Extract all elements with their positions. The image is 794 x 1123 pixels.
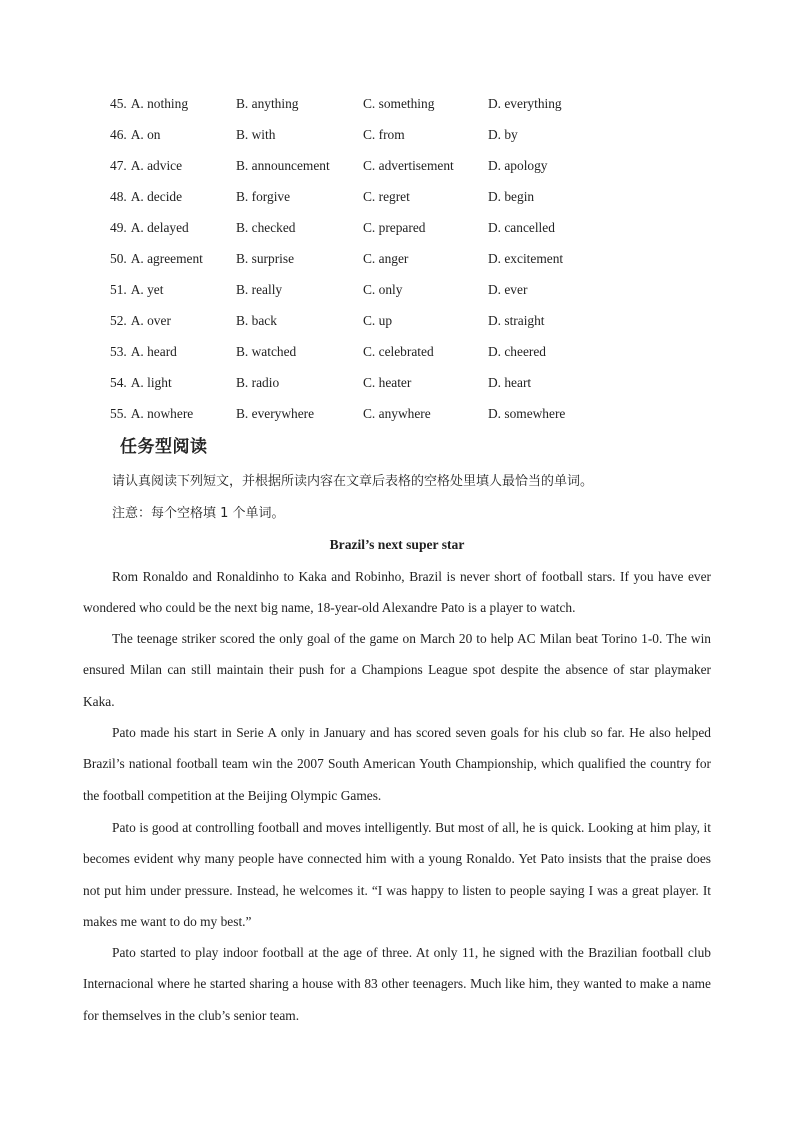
option-a: A. light — [130, 375, 172, 391]
option-b: B. forgive — [236, 188, 291, 204]
article-paragraph: The teenage striker scored the only goal of the game on March 20 to help AC Milan beat Torino 1-0. The win ensured Milan can still maintain their push for a Champions League spot despite the absence of star playmaker Kaka. — [83, 631, 711, 709]
question-row — [110, 306, 608, 337]
question-number: 49. — [110, 219, 127, 235]
question-number: 52. — [110, 313, 127, 329]
option-a-cell — [110, 127, 236, 143]
question-number: 55. — [110, 406, 127, 422]
option-b: B. really — [236, 282, 283, 298]
option-c: C. from — [363, 126, 405, 142]
option-b: B. with — [236, 126, 276, 142]
section-title: 任务型阅读 — [120, 437, 208, 457]
option-c: C. up — [363, 313, 393, 329]
option-c: C. only — [363, 282, 403, 298]
option-d: D. begin — [488, 188, 535, 204]
question-row — [110, 181, 608, 212]
article-title: Brazil’s next super star — [329, 537, 465, 552]
option-a-cell — [110, 96, 236, 112]
question-row — [110, 399, 608, 430]
question-number: 53. — [110, 344, 127, 360]
option-a: A. decide — [130, 188, 183, 204]
question-number: 50. — [110, 251, 127, 267]
options-list — [110, 88, 608, 430]
question-row — [110, 243, 608, 274]
option-a: A. yet — [130, 282, 164, 298]
option-d: D. cancelled — [488, 219, 555, 235]
option-a-cell — [110, 251, 236, 267]
question-row — [110, 368, 608, 399]
option-c: C. anywhere — [363, 406, 431, 422]
option-a-cell — [110, 344, 236, 360]
option-c: C. anger — [363, 251, 409, 267]
option-c: C. celebrated — [363, 344, 434, 360]
option-a-cell — [110, 220, 236, 236]
option-a: A. agreement — [130, 251, 203, 267]
question-number: 48. — [110, 188, 127, 204]
option-c: C. advertisement — [363, 157, 454, 173]
option-d: D. ever — [488, 282, 528, 298]
article-paragraph: Pato is good at controlling football and moves intelligently. But most of all, he is quick. Looking at him play, it becomes evident why many people have connected him with a young Ronaldo. Yet Pato insists that the praise does not put him under pressure. Instead, he welcomes it. “I was happy to listen to people saying I was a great player. It makes me want to do my best.” — [83, 820, 711, 930]
option-a-cell — [110, 158, 236, 174]
option-a-cell — [110, 406, 236, 422]
option-a: A. over — [130, 313, 171, 329]
option-a: A. on — [130, 126, 161, 142]
article-paragraph: Rom Ronaldo and Ronaldinho to Kaka and Robinho, Brazil is never short of football stars. If you have ever wondered who could be the next big name, 18-year-old Alexandre Pato is a player to watch. — [83, 569, 711, 616]
question-number: 54. — [110, 375, 127, 391]
option-c: C. prepared — [363, 219, 426, 235]
option-b: B. everywhere — [236, 406, 315, 422]
option-a-cell — [110, 375, 236, 391]
section-instruction: 请认真阅读下列短文，并根据所读内容在文章后表格的空格处里填人最恰当的单词。 — [112, 474, 594, 489]
question-number: 51. — [110, 282, 127, 298]
option-b: B. announcement — [236, 157, 330, 173]
option-d: D. apology — [488, 157, 548, 173]
option-b: B. radio — [236, 375, 280, 391]
question-row — [110, 150, 608, 181]
option-a: A. advice — [130, 157, 183, 173]
option-d: D. everything — [488, 95, 562, 111]
option-a: A. nothing — [130, 95, 189, 111]
option-d: D. straight — [488, 313, 545, 329]
option-d: D. excitement — [488, 251, 564, 267]
question-number: 47. — [110, 157, 127, 173]
option-d: D. heart — [488, 375, 532, 391]
option-d: D. cheered — [488, 344, 546, 360]
option-b: B. watched — [236, 344, 297, 360]
option-a-cell — [110, 282, 236, 298]
article-paragraph: Pato made his start in Serie A only in January and has scored seven goals for his club so far. He also helped Brazil’s national football team win the 2007 South American Youth Championship, which qualified the country for the football competition at the Beijing Olympic Games. — [83, 725, 711, 803]
question-row — [110, 337, 608, 368]
option-a: A. heard — [130, 344, 177, 360]
option-d: D. somewhere — [488, 406, 566, 422]
option-c: C. something — [363, 95, 435, 111]
question-row — [110, 88, 608, 119]
question-number: 46. — [110, 126, 127, 142]
option-a: A. nowhere — [130, 406, 194, 422]
option-c: C. regret — [363, 188, 410, 204]
question-row — [110, 119, 608, 150]
option-c: C. heater — [363, 375, 412, 391]
option-d: D. by — [488, 126, 518, 142]
question-row — [110, 212, 608, 243]
option-b: B. anything — [236, 95, 299, 111]
article-paragraph: Pato started to play indoor football at the age of three. At only 11, he signed with the Brazilian football club Internacional where he started sharing a house with 83 other teenagers. Much like him, they wanted to make a name for themselves in the club’s senior team. — [83, 945, 711, 1023]
option-a-cell — [110, 189, 236, 205]
option-b: B. checked — [236, 219, 296, 235]
option-a-cell — [110, 313, 236, 329]
option-a: A. delayed — [130, 219, 189, 235]
section-note: 注意：每个空格填 1 个单词。 — [112, 506, 285, 521]
option-b: B. surprise — [236, 251, 295, 267]
question-number: 45. — [110, 95, 127, 111]
question-row — [110, 275, 608, 306]
option-b: B. back — [236, 313, 277, 329]
